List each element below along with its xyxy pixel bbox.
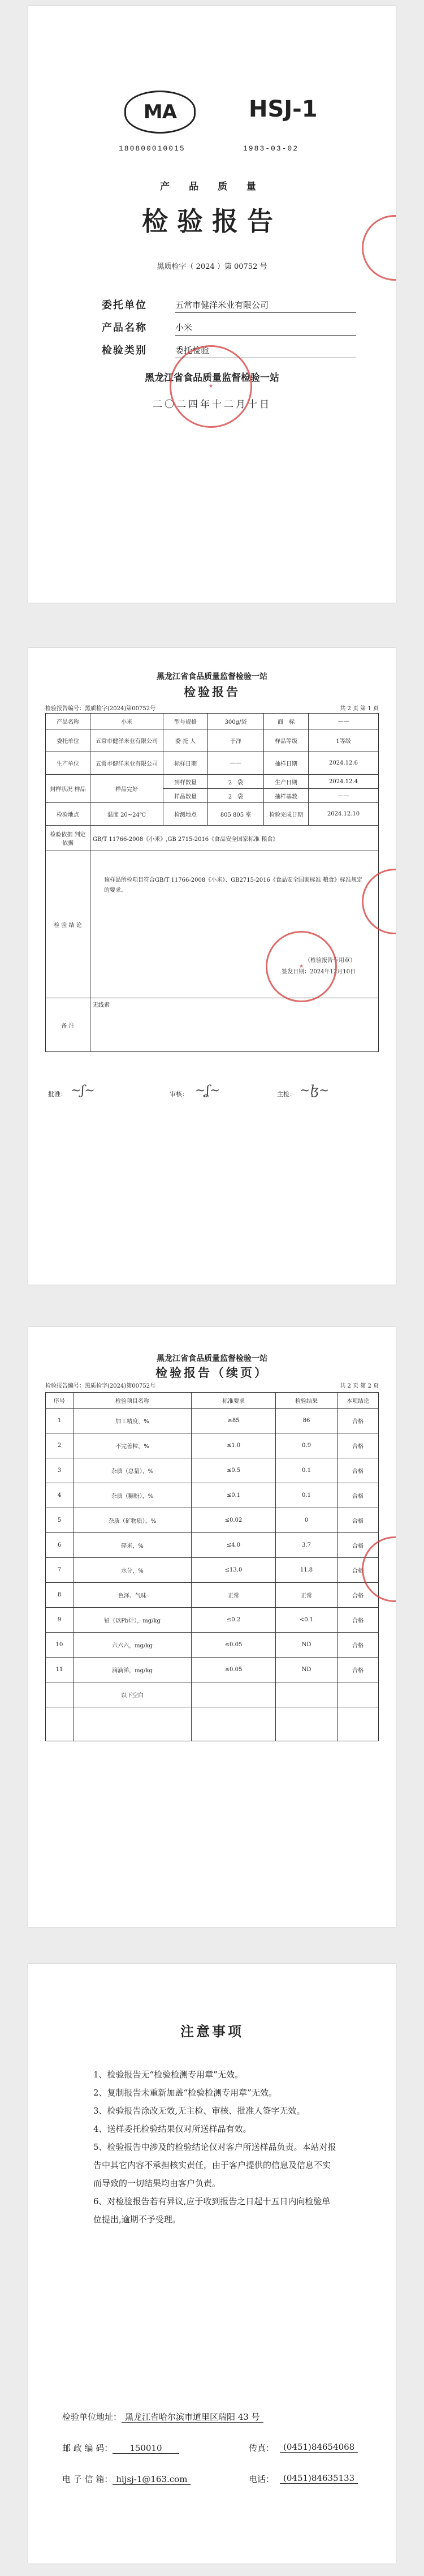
client-value: 五常市健洋米业有限公司	[175, 299, 356, 313]
table-row: 生产单位 五常市健洋米业有限公司 标样日期 —— 抽样日期 2024.12.6	[46, 752, 379, 775]
table-cell: ≤1.0	[192, 1433, 276, 1458]
table-cell: 4	[46, 1483, 73, 1508]
table-cell: 色泽、气味	[73, 1583, 192, 1608]
approver-signature: ~ʃ~	[71, 1084, 95, 1098]
category-value: 委托检验	[175, 344, 356, 358]
report-number: 黑质检字（ 2024 ）第 00752 号	[157, 263, 267, 271]
quality-label: 产 品 质 量	[160, 181, 264, 192]
table-cell: 合格	[338, 1409, 379, 1433]
table-cell: ND	[276, 1633, 338, 1658]
table-row	[46, 1682, 379, 1707]
table-cell: <0.1	[276, 1608, 338, 1633]
page-indicator: 共 2 页 第 1 页	[340, 706, 379, 712]
table-row	[46, 1633, 379, 1658]
table-cell: ≤0.05	[192, 1658, 276, 1682]
sign-date: 签发日期：2024年12月10日	[282, 969, 356, 975]
table-cell: 水分，%	[73, 1558, 192, 1583]
table-cell: ≤0.1	[192, 1483, 276, 1508]
table-cell: 11.8	[276, 1558, 338, 1583]
cma-logo: MA	[124, 91, 196, 134]
table-cell: 0.9	[276, 1433, 338, 1458]
reviewer-label: 审核：	[170, 1090, 188, 1098]
table-cell: 合格	[338, 1458, 379, 1483]
table-cell	[46, 1682, 73, 1707]
table-cell	[338, 1682, 379, 1707]
tester-signature: ~ɮ~	[300, 1084, 330, 1098]
table-row: 检验地点 温度 20~24℃ 检测地点 805 805 室 检验完成日期 2024.12.10	[46, 803, 379, 826]
fax-label: 传真：	[249, 2443, 275, 2453]
cover-title: 检验报告	[142, 206, 282, 237]
notice-item-6: 6、对检验报告若有异议,应于收到报告之日起十五日内向检验单位提出,逾期不予受理。	[93, 2196, 331, 2225]
table-filler-row	[46, 1707, 379, 1741]
table-cell: 合格	[338, 1608, 379, 1633]
official-stamp: ★	[170, 345, 252, 428]
address-label: 检验单位地址：	[62, 2412, 122, 2422]
report-org: 黑龙江省食品质量监督检验一站	[157, 672, 267, 681]
report-number: 检验报告编号：黑质检字(2024)第00752号	[45, 706, 156, 712]
table-cell: 0.1	[276, 1458, 338, 1483]
table-cell: 0	[276, 1508, 338, 1533]
report-table	[45, 713, 379, 1052]
table-cell: 不完善粒，%	[73, 1433, 192, 1458]
report-stamp: ★	[266, 931, 337, 1002]
address-value: 黑龙江省哈尔滨市道里区瑞阳 43 号	[122, 2412, 263, 2423]
table-cell: 10	[46, 1633, 73, 1658]
table-row	[46, 1433, 379, 1458]
postcode-value: 150010	[113, 2443, 179, 2454]
table-row: 检验依据 判定依据 GB/T 11766-2008《小米》,GB 2715-2016《食品安全国家标准 粮食》	[46, 826, 379, 851]
table-cell: 8	[46, 1583, 73, 1608]
table-row: 样品数量 2 袋 抽样基数 ——	[46, 789, 379, 803]
postcode-row	[62, 2442, 367, 2454]
table-cell: 正常	[276, 1583, 338, 1608]
continued-page	[28, 1327, 396, 1927]
table-cell: ≤13.0	[192, 1558, 276, 1583]
table-cell: 86	[276, 1409, 338, 1433]
table-row: 委托单位 五常市健洋米业有限公司 委 托 人 于洋 样品等级 1等级	[46, 729, 379, 752]
table-cell: 合格	[338, 1533, 379, 1558]
table-cell: 加工精度，%	[73, 1409, 192, 1433]
table-cell: 以下空白	[73, 1682, 192, 1707]
table-cell	[192, 1682, 276, 1707]
table-row: 检 验 结 论 该样品所检项目符合GB/T 11766-2008《小米》、GB2715-2016《食品安全国家标准 粮食》标准规定的要求。 （检验报告专用章） 签发日期：2024年12月10日	[46, 851, 379, 998]
table-cell: 1	[46, 1409, 73, 1433]
table-cell: 3.7	[276, 1533, 338, 1558]
table-cell	[276, 1682, 338, 1707]
report-number: 检验报告编号：黑质检字(2024)第00752号	[45, 1383, 156, 1389]
table-cell: ND	[276, 1658, 338, 1682]
table-cell: 合格	[338, 1633, 379, 1658]
cert-code: 180800010015	[119, 144, 185, 153]
table-cell: 六六六，mg/kg	[73, 1633, 192, 1658]
notice-item-5: 5、检验报告中涉及的检验结论仅对客户所送样品负责。本站对报告中其它内容不承担核实责任，由于客户提供的信息及信息不实而导致的一切结果均由客户负责。	[93, 2142, 336, 2188]
page-indicator: 共 2 页 第 2 页	[340, 1383, 379, 1389]
continued-title: 检验报告（续页）	[155, 1366, 269, 1380]
table-cell: 3	[46, 1458, 73, 1483]
table-row	[46, 1533, 379, 1558]
email-label: 电 子 信 箱：	[62, 2474, 113, 2484]
table-row	[46, 1409, 379, 1433]
hsj-logo: HSJ-1	[249, 96, 318, 122]
report-page	[28, 648, 396, 1285]
table-row	[46, 1583, 379, 1608]
table-header-row: 序号 检验项目名称 标准要求 检验结果 本项结论	[46, 1393, 379, 1409]
table-cell	[192, 1707, 276, 1741]
table-cell	[338, 1707, 379, 1741]
table-cell: 合格	[338, 1583, 379, 1608]
table-row	[46, 1458, 379, 1483]
client-label: 委托单位	[102, 299, 147, 311]
table-cell: 合格	[338, 1658, 379, 1682]
product-value: 小米	[175, 321, 356, 336]
notice-page	[28, 1964, 396, 2564]
email-row	[62, 2473, 367, 2485]
table-cell: 11	[46, 1658, 73, 1682]
table-cell	[46, 1707, 73, 1741]
reviewer-signature: ~ʆ~	[195, 1084, 220, 1098]
results-table	[45, 1392, 379, 1741]
table-row: 产品名称 小米 型号规格 300g/袋 商 标 ——	[46, 714, 379, 729]
table-cell: 合格	[338, 1433, 379, 1458]
tester-label: 主检：	[277, 1090, 296, 1098]
email-value[interactable]: hljsj-1@163.com	[113, 2474, 191, 2485]
table-cell: 6	[46, 1533, 73, 1558]
notice-item-3: 3、检验报告涂改无效,无主检、审核、批准人签字无效。	[93, 2106, 305, 2116]
table-cell: 杂质（总量），%	[73, 1458, 192, 1483]
table-row	[46, 1483, 379, 1508]
table-row: 封样状况 样品 样品完好 到样数量 2 袋 生产日期 2024.12.4	[46, 775, 379, 789]
notice-item-2: 2、复制报告未重新加盖“检验检测专用章”无效。	[93, 2088, 277, 2098]
table-cell: 9	[46, 1608, 73, 1633]
table-cell: ≥85	[192, 1409, 276, 1433]
table-cell: 碎米，%	[73, 1533, 192, 1558]
issue-date: 二〇二四年十二月十日	[153, 399, 271, 410]
cover-page	[28, 6, 396, 603]
postcode-label: 邮 政 编 码：	[62, 2443, 113, 2453]
table-cell: 合格	[338, 1508, 379, 1533]
report-title: 检验报告	[184, 685, 240, 699]
table-cell: 铅（以Pb计），mg/kg	[73, 1608, 192, 1633]
table-row	[46, 1508, 379, 1533]
table-cell: 杂质（糠粉），%	[73, 1483, 192, 1508]
table-cell: ≤0.05	[192, 1633, 276, 1658]
stamp-note: （检验报告专用章）	[305, 958, 356, 964]
notice-item-1: 1、检验报告无“检验检测专用章”无效。	[93, 2070, 243, 2080]
table-cell: 2	[46, 1433, 73, 1458]
approver-label: 批准：	[48, 1090, 67, 1098]
table-cell: 0.1	[276, 1483, 338, 1508]
table-cell: 杂质（矿物质），%	[73, 1508, 192, 1533]
table-cell	[73, 1707, 192, 1741]
table-cell: 正常	[192, 1583, 276, 1608]
table-row	[46, 1658, 379, 1682]
fax-value: (0451)84654068	[280, 2442, 358, 2453]
table-cell: 合格	[338, 1558, 379, 1583]
table-row: 备 注 无线索	[46, 998, 379, 1052]
continued-org: 黑龙江省食品质量监督检验一站	[157, 1354, 267, 1363]
conclusion-text: 该样品所检项目符合GB/T 11766-2008《小米》、GB2715-2016《食品安全国家标准 粮食》标准规定的要求。	[104, 877, 362, 894]
address-row	[62, 2411, 367, 2423]
table-cell: 滴滴涕，mg/kg	[73, 1658, 192, 1682]
notice-title: 注意事项	[180, 2023, 244, 2040]
phone-label: 电话：	[249, 2474, 275, 2484]
table-cell	[276, 1707, 338, 1741]
table-row	[46, 1608, 379, 1633]
product-label: 产品名称	[102, 322, 147, 334]
table-cell: 5	[46, 1508, 73, 1533]
table-cell: ≤0.5	[192, 1458, 276, 1483]
cert-date: 1983-03-02	[243, 144, 299, 153]
table-cell: 合格	[338, 1483, 379, 1508]
table-cell: ≤4.0	[192, 1533, 276, 1558]
table-cell: 7	[46, 1558, 73, 1583]
table-cell: ≤0.2	[192, 1608, 276, 1633]
table-row	[46, 1558, 379, 1583]
issuer-name: 黑龙江省食品质量监督检验一站	[145, 372, 279, 384]
notice-item-4: 4、送样委托检验结果仅对所送样品有效。	[93, 2124, 252, 2134]
phone-value: (0451)84635133	[280, 2473, 358, 2484]
category-label: 检验类别	[102, 345, 147, 357]
table-cell: ≤0.02	[192, 1508, 276, 1533]
